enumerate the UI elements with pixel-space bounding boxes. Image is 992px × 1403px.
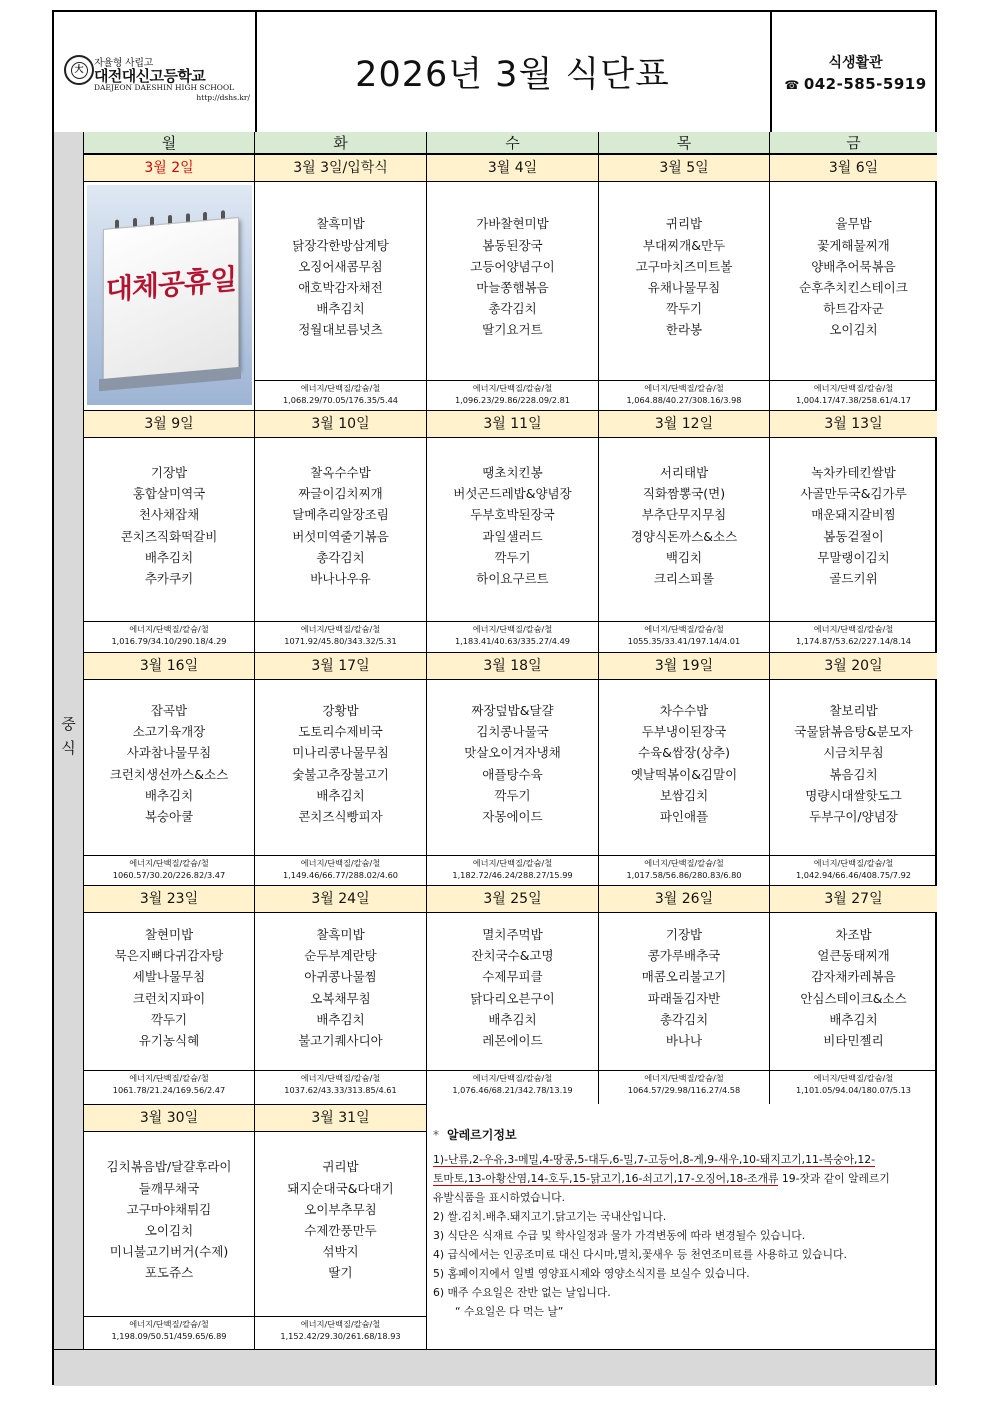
nutrition-values: 1,101.05/94.04/180.07/5.13 <box>795 1085 912 1095</box>
meal-sidebar <box>54 132 84 1349</box>
menu-item: 애플탕수육 <box>482 766 543 782</box>
nutrition-values: 1064.57/29.98/116.27/4.58 <box>627 1085 741 1095</box>
day-date: 3월 5일 <box>599 154 770 182</box>
menu-list <box>427 700 598 827</box>
nutrition-values: 1,174.87/53.62/227.14/8.14 <box>795 636 912 646</box>
menu-item: 시금치무침 <box>823 745 884 761</box>
menu-list <box>255 924 426 1051</box>
menu-item: 찰보리밥 <box>829 702 878 718</box>
day-date: 3월 24일 <box>255 885 427 913</box>
nutrition-values: 1037.62/43.33/313.85/4.61 <box>284 1085 397 1095</box>
nutrition-label: 에너지/단백질/칼슘/철 <box>300 1319 381 1329</box>
menu-item: 파인애플 <box>659 808 709 824</box>
menu-item: 부추단무지무침 <box>641 507 727 523</box>
menu-item: 미나리콩나물무침 <box>292 745 389 761</box>
menu-item: 배추김치 <box>144 549 194 565</box>
menu-item: 콘치즈직화떡갈비 <box>120 528 218 544</box>
menu-item: 봄동겉절이 <box>823 528 884 544</box>
nutrition-values: 1071.92/45.80/343.32/5.31 <box>284 636 397 646</box>
menu-item: 찰흑미밥 <box>316 216 365 232</box>
menu-list <box>84 462 254 589</box>
day-date: 3월 27일 <box>770 885 937 913</box>
menu-item: 무말랭이김치 <box>817 549 890 565</box>
menu-item: 오이김치 <box>829 322 878 338</box>
header <box>54 12 935 134</box>
menu-item: 바나나 <box>665 1032 703 1048</box>
cafeteria-name: 식생활관 <box>828 55 883 71</box>
menu-list <box>255 1156 426 1283</box>
menu-list <box>255 462 426 589</box>
day-date: 3월 13일 <box>770 410 937 438</box>
menu-list <box>427 924 598 1051</box>
menu-list <box>427 213 598 340</box>
day-date: 3월 31일 <box>255 1104 427 1132</box>
menu-item: 과일샐러드 <box>482 528 543 544</box>
nutrition-label: 에너지/단백질/칼슘/철 <box>472 624 553 634</box>
menu-item: 녹차카테킨쌀밥 <box>811 464 896 480</box>
day-date: 3월 25일 <box>427 885 599 913</box>
weekday-header: 금 <box>770 132 937 154</box>
day-cell <box>84 1132 255 1349</box>
menu-item: 땡초치킨봉 <box>482 464 543 480</box>
nutrition-info <box>770 621 937 652</box>
menu-item: 짜장덮밥&달걀 <box>471 702 554 718</box>
day-cell <box>427 680 599 885</box>
menu-item: 돼지순대국&다대기 <box>287 1180 394 1196</box>
day-date: 3월 19일 <box>599 652 770 680</box>
menu-item: 수육&쌈장(상추) <box>638 745 730 761</box>
meal-label-char-2: 식 <box>61 739 77 757</box>
day-cell <box>770 182 937 410</box>
nutrition-values: 1,042.94/66.46/408.75/7.92 <box>795 870 912 880</box>
nutrition-label: 에너지/단백질/칼슘/철 <box>813 858 894 868</box>
menu-item: 수제무피클 <box>482 969 543 985</box>
page-title: 2026년 3월 식단표 <box>355 55 670 95</box>
nutrition-label: 에너지/단백질/칼슘/철 <box>644 383 724 393</box>
nutrition-info <box>427 621 598 652</box>
nutrition-label: 에너지/단백질/칼슘/철 <box>129 624 209 634</box>
day-date: 3월 3일/입학식 <box>255 154 427 182</box>
menu-item: 서리태밥 <box>659 464 709 480</box>
day-date: 3월 26일 <box>599 885 770 913</box>
menu-list <box>770 462 937 589</box>
nutrition-values: 1055.35/33.41/197.14/4.01 <box>627 636 741 646</box>
nutrition-info <box>255 380 426 410</box>
nutrition-label: 에너지/단백질/칼슘/철 <box>644 624 724 634</box>
nutrition-info <box>255 1070 426 1104</box>
school-emblem-icon: 大 <box>64 55 94 85</box>
nutrition-label: 에너지/단백질/칼슘/철 <box>300 1073 381 1083</box>
menu-item: 바나나우유 <box>310 570 371 586</box>
menu-item: 볶음김치 <box>829 766 878 782</box>
menu-list <box>770 213 937 340</box>
day-cell <box>427 182 599 410</box>
menu-item: 달메추리알장조림 <box>292 507 389 523</box>
menu-item: 오복채무침 <box>310 990 371 1006</box>
nutrition-info <box>599 621 769 652</box>
menu-item: 닭장각한방삼계탕 <box>292 237 389 253</box>
menu-item: 오이부추무침 <box>304 1201 377 1217</box>
menu-item: 배추김치 <box>316 1011 365 1027</box>
school-name: 대전대신고등학교 <box>94 67 206 85</box>
nutrition-values: 1,149.46/66.77/288.02/4.60 <box>282 870 399 880</box>
menu-item: 김치콩나물국 <box>476 724 549 740</box>
day-date: 3월 30일 <box>84 1104 255 1132</box>
holiday-calendar-icon <box>87 185 252 405</box>
nutrition-values: 1,152.42/29.30/261.68/18.93 <box>280 1331 401 1341</box>
day-date: 3월 16일 <box>84 652 255 680</box>
day-cell <box>770 680 937 885</box>
day-cell <box>599 182 770 410</box>
nutrition-values: 1060.57/30.20/226.82/3.47 <box>112 870 226 880</box>
menu-item: 버섯미역줄기볶음 <box>292 528 389 544</box>
nutrition-label: 에너지/단백질/칼슘/철 <box>472 858 553 868</box>
menu-item: 감자채카레볶음 <box>811 969 896 985</box>
menu-item: 양배추어묵볶음 <box>811 258 896 274</box>
school-url[interactable]: http://dshs.kr/ <box>196 93 250 102</box>
day-cell <box>84 182 255 410</box>
allergy-line-1c: 유발식품을 표시하였습니다. <box>433 1191 566 1204</box>
menu-item: 닭다리오븐구이 <box>470 990 555 1006</box>
menu-item: 한라봉 <box>665 322 703 338</box>
menu-item: 매콤오리불고기 <box>641 969 727 985</box>
day-cell <box>770 438 937 652</box>
nutrition-values: 1,183.41/40.63/335.27/4.49 <box>454 636 571 646</box>
nutrition-label: 에너지/단백질/칼슘/철 <box>300 624 381 634</box>
phone-text: 042-585-5919 <box>803 75 927 93</box>
menu-item: 두부냉이된장국 <box>641 724 727 740</box>
phone-icon: ☎ <box>784 78 800 92</box>
menu-item: 딸기요거트 <box>482 322 543 338</box>
day-date: 3월 10일 <box>255 410 427 438</box>
day-cell <box>599 680 770 885</box>
nutrition-info <box>255 621 426 652</box>
menu-item: 율무밥 <box>835 216 872 232</box>
day-date: 3월 9일 <box>84 410 255 438</box>
menu-item: 두부구이/양념장 <box>809 808 898 824</box>
menu-item: 얼큰동태찌개 <box>817 948 890 964</box>
nutrition-info <box>84 855 254 885</box>
nutrition-label: 에너지/단백질/칼슘/철 <box>300 858 381 868</box>
menu-list <box>770 700 937 827</box>
allergy-line-3: 3) 식단은 식재료 수급 및 학사일정과 물가 가격변동에 따라 변경될수 있습니다. <box>433 1229 806 1242</box>
nutrition-info <box>427 1070 598 1104</box>
menu-item: 사과참나물무침 <box>126 745 212 761</box>
menu-item: 배추김치 <box>316 787 365 803</box>
menu-item: 멸치주먹밥 <box>482 926 543 942</box>
menu-item: 유채나물무침 <box>647 280 721 295</box>
menu-item: 잔치국수&고명 <box>471 948 554 964</box>
day-cell <box>84 438 255 652</box>
day-date: 3월 12일 <box>599 410 770 438</box>
menu-item: 천사채잡채 <box>138 507 200 523</box>
allergy-line-2: 2) 쌀.김치.배추.돼지고기.닭고기는 국내산입니다. <box>433 1210 667 1223</box>
menu-item: 차조밥 <box>835 926 872 942</box>
menu-item: 보쌈김치 <box>659 787 709 803</box>
nutrition-label: 에너지/단백질/칼슘/철 <box>129 1073 209 1083</box>
nutrition-label: 에너지/단백질/칼슘/철 <box>129 858 209 868</box>
menu-item: 하트감자군 <box>823 301 884 317</box>
menu-item: 명량시대쌀핫도그 <box>805 787 902 803</box>
menu-item: 소고기육개장 <box>132 724 206 740</box>
menu-item: 총각김치 <box>488 301 537 317</box>
day-date: 3월 20일 <box>770 652 937 680</box>
nutrition-values: 1061.78/21.24/169.56/2.47 <box>112 1085 226 1095</box>
menu-item: 가바찰현미밥 <box>476 216 549 232</box>
menu-item: 묵은지뼈다귀감자탕 <box>114 948 224 964</box>
menu-sheet <box>52 10 937 1385</box>
menu-item: 강황밥 <box>322 702 359 718</box>
holiday-label: 대체공휴일 <box>105 262 237 307</box>
nutrition-info <box>770 1070 937 1104</box>
day-cell <box>427 438 599 652</box>
day-cell <box>255 913 427 1104</box>
menu-item: 유기농식혜 <box>138 1032 200 1048</box>
menu-item: 찰현미밥 <box>144 926 194 942</box>
nutrition-info <box>770 380 937 410</box>
nutrition-info <box>599 380 769 410</box>
menu-item: 깍두기 <box>665 301 703 317</box>
day-cell <box>84 680 255 885</box>
menu-list <box>599 924 769 1051</box>
nutrition-info <box>427 855 598 885</box>
menu-item: 고등어양념구이 <box>470 258 555 274</box>
menu-item: 레몬에이드 <box>482 1032 543 1048</box>
nutrition-label: 에너지/단백질/칼슘/철 <box>644 858 724 868</box>
meal-label <box>54 712 84 760</box>
menu-item: 복숭아쿨 <box>144 808 194 824</box>
nutrition-values: 1,004.17/47.38/258.61/4.17 <box>795 395 912 405</box>
day-date: 3월 23일 <box>84 885 255 913</box>
menu-item: 버섯곤드레밥&양념장 <box>453 486 572 502</box>
menu-item: 크리스피롤 <box>653 570 715 586</box>
allergy-lines <box>433 1150 931 1321</box>
day-cell <box>770 913 937 1104</box>
menu-item: 배추김치 <box>316 301 365 317</box>
menu-item: 두부호박된장국 <box>470 507 555 523</box>
menu-list <box>599 213 769 340</box>
menu-item: 골드키위 <box>829 570 878 586</box>
day-date: 3월 11일 <box>427 410 599 438</box>
menu-item: 순후추치킨스테이크 <box>799 280 908 295</box>
menu-item: 하이요구르트 <box>476 570 549 586</box>
menu-item: 들깨무채국 <box>138 1180 200 1196</box>
contact-box <box>770 12 939 132</box>
menu-list <box>427 462 598 589</box>
day-cell <box>255 438 427 652</box>
nutrition-values: 1,182.72/46.24/288.27/15.99 <box>452 870 573 880</box>
menu-item: 아귀콩나물찜 <box>304 969 377 985</box>
day-date: 3월 17일 <box>255 652 427 680</box>
menu-item: 불고기퀘사디아 <box>298 1032 383 1048</box>
day-cell <box>599 438 770 652</box>
menu-item: 옛날떡볶이&김말이 <box>630 766 738 782</box>
menu-item: 정월대보름넛츠 <box>298 322 383 338</box>
menu-item: 부대찌개&만두 <box>642 237 726 253</box>
nutrition-label: 에너지/단백질/칼슘/철 <box>813 1073 894 1083</box>
nutrition-values: 1,016.79/34.10/290.18/4.29 <box>111 636 227 646</box>
menu-list <box>599 700 769 827</box>
day-cell <box>255 1132 427 1349</box>
menu-list <box>84 924 254 1051</box>
menu-item: 매운돼지갈비찜 <box>811 507 896 523</box>
menu-list <box>255 213 426 340</box>
nutrition-info <box>427 380 598 410</box>
nutrition-info <box>255 855 426 885</box>
menu-item: 추카쿠키 <box>144 570 194 586</box>
nutrition-values: 1,068.29/70.05/176.35/5.44 <box>282 395 399 405</box>
menu-item: 백김치 <box>665 549 703 565</box>
day-cell <box>427 913 599 1104</box>
nutrition-values: 1,096.23/29.86/228.09/2.81 <box>454 395 571 405</box>
menu-item: 잡곡밥 <box>150 702 188 718</box>
menu-item: 파래돌김자반 <box>647 990 721 1006</box>
menu-item: 순두부계란탕 <box>304 948 377 964</box>
menu-item: 수제깐풍만두 <box>304 1223 377 1238</box>
menu-item: 총각김치 <box>316 549 365 565</box>
allergy-line-1b: 토마토,13-아황산염,14-호두,15-닭고기,16-쇠고기,17-오징어,18-조개류 19-잣과 같이 알레르기 <box>433 1172 890 1185</box>
nutrition-values: 1,076.46/68.21/342.78/13.19 <box>452 1085 573 1095</box>
menu-item: 안심스테이크&소스 <box>800 990 907 1006</box>
meal-label-char-1: 중 <box>61 715 77 733</box>
allergy-line-4: 4) 급식에서는 인공조미료 대신 다시마,멸치,꽃새우 등 천연조미료를 사용하고 있습니다. <box>433 1248 847 1261</box>
day-date: 3월 2일 <box>84 154 255 182</box>
menu-item: 봄동된장국 <box>482 237 543 253</box>
menu-item: 숯불고추장불고기 <box>292 766 389 782</box>
weekday-header: 수 <box>427 132 599 154</box>
phone-number <box>772 75 939 93</box>
menu-item: 사골만두국&김가루 <box>800 486 907 502</box>
nutrition-info <box>599 1070 769 1104</box>
menu-item: 고구마야채튀김 <box>126 1201 212 1217</box>
weekday-header: 월 <box>84 132 255 154</box>
menu-item: 귀리밥 <box>665 216 703 232</box>
menu-item: 맛살오이겨자냉채 <box>464 745 561 761</box>
day-date: 3월 4일 <box>427 154 599 182</box>
nutrition-label: 에너지/단백질/칼슘/철 <box>644 1073 724 1083</box>
school-type: 자율형 사립고 <box>94 58 154 69</box>
menu-item: 세발나물무침 <box>132 969 206 985</box>
menu-item: 꽃게해물찌개 <box>817 237 890 253</box>
nutrition-info <box>84 1070 254 1104</box>
menu-list <box>770 924 937 1051</box>
menu-item: 딸기 <box>328 1265 353 1281</box>
nutrition-label: 에너지/단백질/칼슘/철 <box>300 383 381 393</box>
menu-item: 찰옥수수밥 <box>310 464 371 480</box>
menu-item: 애호박감자채전 <box>298 280 383 295</box>
menu-item: 배추김치 <box>144 787 194 803</box>
weekday-header: 목 <box>599 132 770 154</box>
nutrition-label: 에너지/단백질/칼슘/철 <box>813 624 894 634</box>
menu-item: 직화짬뽕국(면) <box>642 486 726 502</box>
menu-item: 배추김치 <box>488 1011 537 1027</box>
nutrition-values: 1,017.58/56.86/280.83/6.80 <box>626 870 742 880</box>
day-cell <box>255 680 427 885</box>
menu-item: 오이김치 <box>144 1223 194 1238</box>
menu-item: 기장밥 <box>150 464 188 480</box>
allergy-line-7: “ 수요일은 다 먹는 날” <box>455 1305 564 1318</box>
menu-item: 경양식돈까스&소스 <box>630 528 738 544</box>
weekday-header: 화 <box>255 132 427 154</box>
menu-item: 귀리밥 <box>322 1159 359 1175</box>
nutrition-info <box>84 621 254 652</box>
menu-item: 기장밥 <box>665 926 703 942</box>
allergy-line-6: 6) 매주 수요일은 잔반 없는 날입니다. <box>433 1286 611 1299</box>
menu-item: 도토리수제비국 <box>298 724 383 740</box>
menu-item: 총각김치 <box>659 1011 709 1027</box>
menu-item: 차수수밥 <box>659 702 709 718</box>
allergy-title: * 알레르기정보 <box>433 1128 517 1142</box>
nutrition-label: 에너지/단백질/칼슘/철 <box>472 383 553 393</box>
nutrition-label: 에너지/단백질/칼슘/철 <box>129 1319 209 1329</box>
nutrition-label: 에너지/단백질/칼슘/철 <box>813 383 894 393</box>
day-date: 3월 6일 <box>770 154 937 182</box>
menu-list <box>84 700 254 827</box>
menu-list <box>255 700 426 827</box>
footer-bar <box>54 1349 935 1386</box>
menu-list <box>599 462 769 589</box>
menu-item: 오징어새콤무침 <box>298 258 383 274</box>
nutrition-info <box>84 1316 254 1349</box>
menu-item: 배추김치 <box>829 1011 878 1027</box>
menu-item: 포도쥬스 <box>144 1265 194 1281</box>
menu-item: 비타민젤리 <box>823 1032 884 1048</box>
day-date: 3월 18일 <box>427 652 599 680</box>
nutrition-info <box>599 855 769 885</box>
menu-item: 깍두기 <box>150 1011 188 1027</box>
menu-item: 깍두기 <box>494 549 531 565</box>
menu-item: 마늘쫑햄볶음 <box>476 280 549 295</box>
nutrition-values: 1,198.09/50.51/459.65/6.89 <box>111 1331 227 1341</box>
nutrition-info <box>770 855 937 885</box>
menu-item: 홍합살미역국 <box>132 486 206 502</box>
allergy-line-1: 1)-난류,2-우유,3-메밀,4-땅콩,5-대두,6-밀,7-고등어,8-게,9-새우,10-돼지고기,11-복숭아,12- <box>433 1153 876 1166</box>
allergy-bullet-icon: * <box>433 1128 439 1142</box>
menu-item: 국물닭볶음탕&분모자 <box>794 724 913 740</box>
menu-item: 콘치즈식빵피자 <box>298 808 383 824</box>
allergy-line-5: 5) 홈페이지에서 일별 영양표시제와 영양소식지를 보실수 있습니다. <box>433 1267 750 1280</box>
menu-item: 김치볶음밥/달걀후라이 <box>106 1159 232 1175</box>
nutrition-info <box>255 1316 426 1349</box>
menu-item: 미니불고기버거(수제) <box>109 1244 229 1260</box>
nutrition-label: 에너지/단백질/칼슘/철 <box>472 1073 553 1083</box>
allergy-info <box>427 1104 937 1349</box>
school-logo-box <box>54 12 257 132</box>
day-cell <box>255 182 427 410</box>
menu-item: 크런치지파이 <box>132 990 206 1006</box>
menu-list <box>84 1156 254 1283</box>
menu-item: 찰흑미밥 <box>316 926 365 942</box>
day-cell <box>599 913 770 1104</box>
menu-item: 콩가루배추국 <box>647 948 721 964</box>
menu-item: 짜글이김치찌개 <box>298 486 383 502</box>
menu-item: 자몽에이드 <box>482 808 543 824</box>
school-english-name: DAEJEON DAESHIN HIGH SCHOOL <box>94 83 235 92</box>
day-cell <box>84 913 255 1104</box>
menu-item: 고구마치즈미트볼 <box>635 258 733 274</box>
menu-item: 크런치생선까스&소스 <box>109 766 229 782</box>
menu-item: 깍두기 <box>494 787 531 803</box>
menu-item: 섞박지 <box>322 1244 359 1260</box>
nutrition-values: 1,064.88/40.27/308.16/3.98 <box>626 395 742 405</box>
